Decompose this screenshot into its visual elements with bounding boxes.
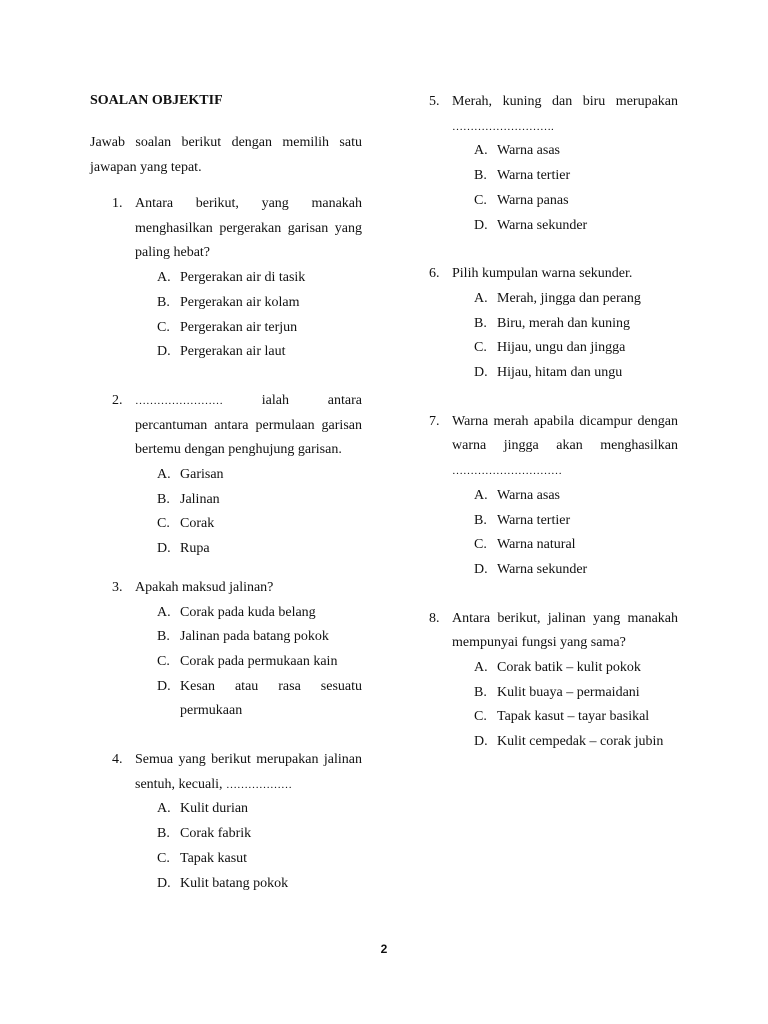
option-b[interactable]: B. Biru, merah dan kuning (474, 315, 630, 331)
option-a[interactable]: A. Warna asas (474, 487, 561, 503)
option-a[interactable]: A. Garisan (157, 467, 224, 483)
question-stem: Apakah maksud jalinan? (135, 579, 274, 595)
option-c[interactable]: C. Pergerakan air terjun (157, 319, 298, 335)
question-1 (112, 192, 362, 365)
option-list (157, 463, 362, 562)
option-list (474, 139, 678, 238)
option-b[interactable]: B. Jalinan pada batang pokok (157, 629, 329, 645)
answer-blank: …………………… (135, 394, 223, 407)
question-3 (112, 576, 362, 724)
option-c[interactable]: C. Hijau, ungu dan jingga (474, 340, 626, 356)
option-b[interactable]: B. Warna tertier (474, 512, 571, 528)
option-d[interactable]: D. Kesan atau rasa sesuatu permukaan (157, 678, 362, 719)
option-list (474, 656, 678, 755)
question-number: 4. (112, 752, 123, 768)
answer-blank: ……………… (225, 778, 292, 791)
section-heading: SOALAN OBJEKTIF (90, 93, 223, 108)
option-c[interactable]: C. Warna panas (474, 192, 569, 208)
option-c[interactable]: C. Tapak kasut – tayar basikal (474, 709, 650, 725)
option-a[interactable]: A. Kulit durian (157, 801, 249, 817)
answer-blank: ………………………. (452, 120, 554, 133)
answer-blank: ………………………… (452, 465, 562, 478)
option-d[interactable]: D. Warna sekunder (474, 217, 588, 233)
question-stem: …………………… ialah antara percantuman antara permulaan garisan bertemu dengan penghujung garisan. (135, 392, 362, 458)
question-list-right (429, 90, 678, 755)
option-d[interactable]: D. Warna sekunder (474, 561, 588, 577)
option-list (157, 266, 362, 365)
option-c[interactable]: C. Tapak kasut (157, 850, 248, 866)
option-d[interactable]: D. Hijau, hitam dan ungu (474, 365, 623, 381)
option-list (157, 601, 362, 725)
question-stem: Antara berikut, yang manakah menghasilkan pergerakan garisan yang paling hebat? (135, 196, 362, 261)
option-b[interactable]: B. Pergerakan air kolam (157, 294, 300, 310)
right-column (429, 90, 678, 755)
option-b[interactable]: B. Kulit buaya – permaidani (474, 684, 640, 700)
question-5 (429, 90, 678, 238)
question-7 (429, 410, 678, 583)
option-a[interactable]: A. Warna asas (474, 143, 561, 159)
option-list (474, 287, 678, 386)
option-c[interactable]: C. Corak pada permukaan kain (157, 653, 338, 669)
option-a[interactable]: A. Pergerakan air di tasik (157, 270, 306, 286)
question-stem: Semua yang berikut merupakan jalinan sentuh, kecuali, ……………… (135, 752, 362, 792)
question-stem: Merah, kuning dan biru merupakan ………………………. (452, 94, 678, 133)
question-6 (429, 262, 678, 386)
question-stem: Antara berikut, jalinan yang manakah mempunyai fungsi yang sama? (452, 610, 678, 651)
question-number: 1. (112, 196, 123, 211)
question-number: 2. (112, 392, 123, 408)
option-d[interactable]: D. Kulit cempedak – corak jubin (474, 734, 664, 750)
question-number: 5. (429, 94, 440, 109)
option-list (474, 484, 678, 583)
question-number: 6. (429, 266, 440, 282)
page-number: 2 (380, 942, 388, 956)
left-column (90, 90, 362, 896)
option-a[interactable]: A. Corak batik – kulit pokok (474, 660, 641, 676)
question-list-left (90, 192, 362, 896)
option-a[interactable]: A. Merah, jingga dan perang (474, 290, 641, 306)
question-number: 7. (429, 413, 440, 429)
option-d[interactable]: D. Rupa (157, 541, 210, 557)
instructions: Jawab soalan berikut dengan memilih satu jawapan yang tepat. (90, 135, 362, 175)
question-8 (429, 607, 678, 755)
question-number: 8. (429, 610, 440, 626)
question-number: 3. (112, 579, 123, 595)
option-c[interactable]: C. Corak (157, 516, 215, 532)
question-stem: Warna merah apabila dicampur dengan warna jingga akan menghasilkan ………………………… (452, 413, 678, 478)
option-b[interactable]: B. Jalinan (157, 491, 220, 507)
question-2 (112, 389, 362, 562)
option-list (157, 797, 362, 896)
option-d[interactable]: D. Kulit batang pokok (157, 875, 289, 891)
option-c[interactable]: C. Warna natural (474, 537, 576, 553)
option-b[interactable]: B. Corak fabrik (157, 826, 252, 842)
option-a[interactable]: A. Corak pada kuda belang (157, 604, 316, 620)
question-4 (112, 748, 362, 896)
option-b[interactable]: B. Warna tertier (474, 168, 571, 184)
option-d[interactable]: D. Pergerakan air laut (157, 344, 286, 360)
question-stem: Pilih kumpulan warna sekunder. (452, 266, 633, 282)
